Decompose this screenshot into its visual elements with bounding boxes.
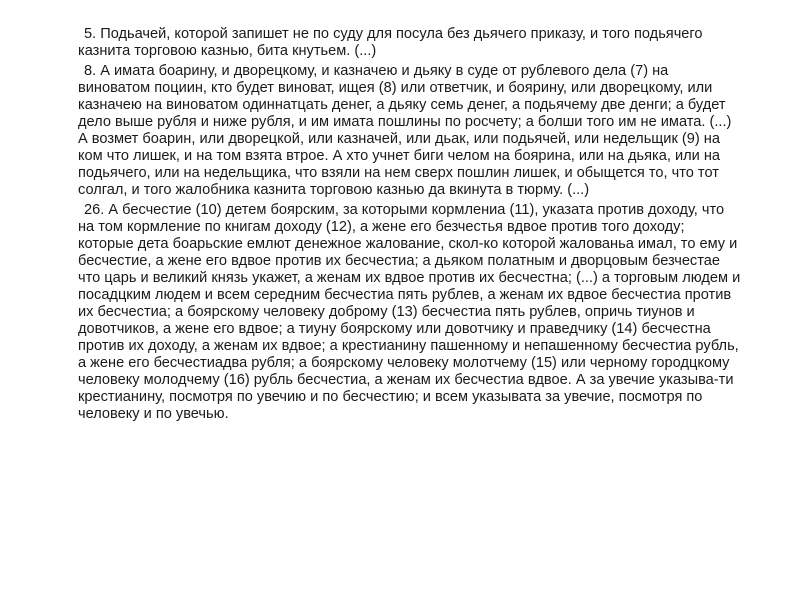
document-body [78, 26, 742, 426]
paragraph-article-26: 26. А бесчестие (10) детем боярским, за которыми кормлениа (11), указата против доходу, что на том кормление по книгам доходу (12), а жене его безчестья вдвое против того доходу; которые дета боарьские емлют денежное жалование, скол-ко которой жалованьа имал, то ему и бесчестие, а жене его вдвое против их бесчестиа; а дьяком полатным и дворцовым безчестае что царь и великий князь укажет, а женам их вдвое против их бесчестна; (...) а торговым людем и посадцким людем и всем середним бесчестиа пять рублев, а женам их вдвое бесчестиа против их бесчестиа; а боярскому человеку доброму (13) бесчестиа пять рублев, опричь тиунов и довотчиков, а жене его вдвое; а тиуну боярскому или довотчику и праведчику (14) бесчестна против их доходу, а женам их вдвое; а крестианину пашенному и непашенному бесчестиа рубль, а жене его бесчестиадва рубля; а боярскому человеку молотчему (15) или черному городцкому человеку молодчему (16) рубль бесчестиа, а женам их бесчестиа вдвое. А за увечие указыва-ти крестианину, посмотря по увечию и по бесчестию; и всем указывата за увечие, посмотря по человеку и по увечью. [78, 202, 741, 422]
paragraph-article-5: 5. Подьачей, которой запишет не по суду для посула без дьячего приказу, и того подьячего казнита торговою казнью, бита кнутьем. (...) [78, 26, 703, 59]
paragraph-article-8: 8. А имата боарину, и дворецкому, и казначею и дьяку в суде от рублевого дела (7) на виноватом поциин, кто будет виноват, ищея (8) или ответчик, и боярину, или дворецкому, или казначею на виноватом одиннатцать денег, а дьяку семь денег, а подьячему две денги; а будет дело выше рубля и ниже рубля, и им имата пошлины по росчету; а болши того им не имата. (...) А возмет боарин, или дворецкой, или казначей, или дьак, или подьячей, или недельщик (9) на ком что лишек, и на том взята втрое. А хто учнет биги челом на боярина, или на дьяка, или на подьячего, или на недельщика, что взяли на нем сверх пошлин лишек, и обыщется то, что тот солгал, и того жалобника казнита торговою казнью да вкинута в тюрму. (...) [78, 63, 732, 198]
